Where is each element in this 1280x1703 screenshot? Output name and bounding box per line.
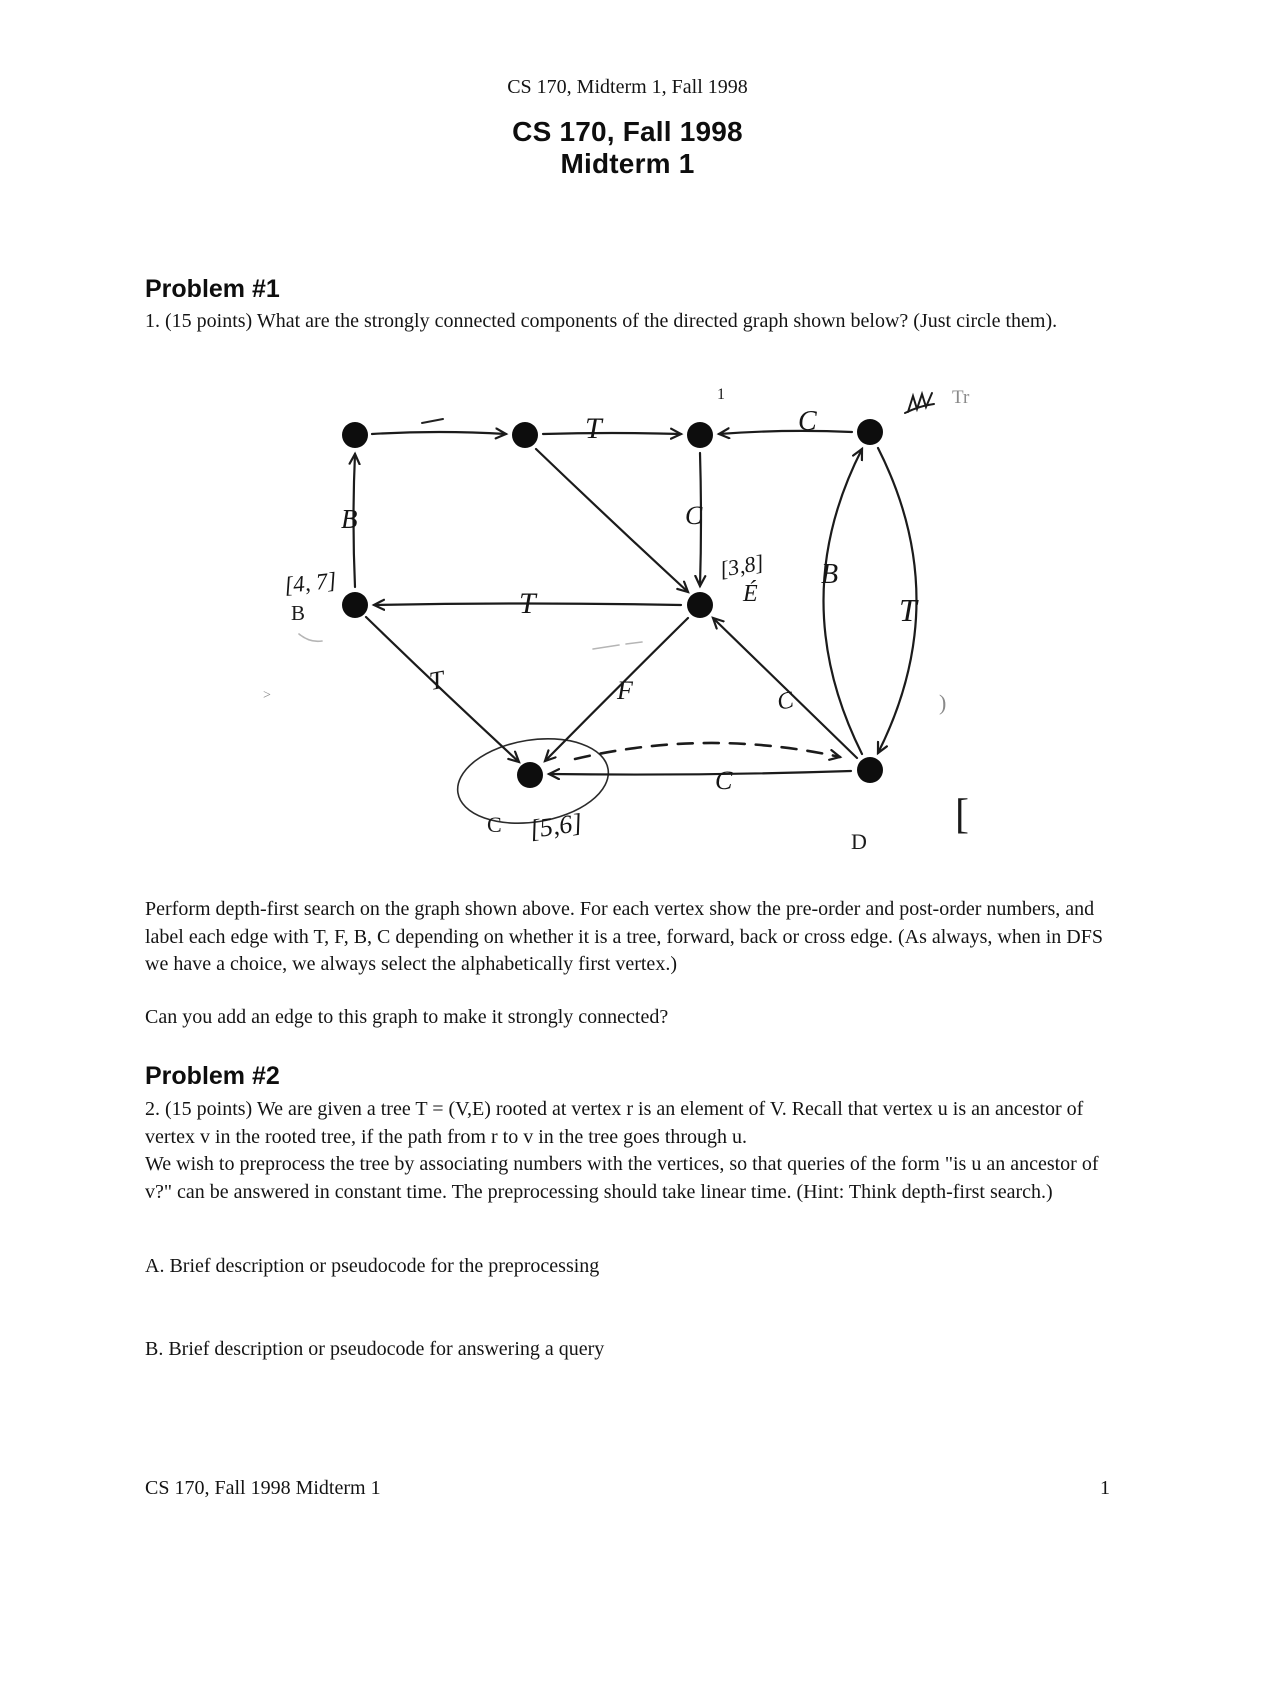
dfs-instructions: Perform depth-first search on the graph shown above. For each vertex show the pre-order and post-order numbers, and label each edge with T, F, B, C depending on whether it is a tree, forward, back or cross edge. (As always, when in DFS we have a choice, we always select the alphabetically first vertex.) — [145, 898, 1103, 976]
stray-mark: Tr — [952, 387, 970, 408]
edge-label: F — [617, 676, 633, 705]
title-line-2: Midterm 1 — [560, 147, 695, 179]
graph-vertex — [512, 422, 538, 448]
vertex-label: É — [743, 581, 758, 607]
graph-vertex — [687, 592, 713, 618]
graph-edge — [719, 431, 852, 434]
vertex-label: D — [851, 829, 867, 854]
document-title — [145, 116, 1110, 180]
vertex-label: C — [487, 812, 502, 837]
footer-title: CS 170, Fall 1998 Midterm 1 — [145, 1477, 381, 1499]
added-edge — [575, 743, 840, 759]
edge-label: T — [519, 587, 536, 620]
faint-eraser-marks — [299, 634, 642, 649]
directed-graph-drawing — [255, 372, 995, 867]
dfs-numbers: [5,6] — [527, 807, 585, 844]
problem-2-heading: Problem #2 — [145, 1062, 280, 1090]
stray-tick — [422, 419, 443, 423]
graph-edge — [536, 449, 688, 592]
edge-label: C — [685, 501, 703, 530]
stray-mark: [ — [955, 792, 969, 838]
stray-mark: ) — [939, 690, 947, 715]
vertex-label: B — [291, 601, 306, 625]
problem-2-preprocess: We wish to preprocess the tree by associating numbers with the vertices, so that queries of the form "is u an ancestor of v?" can be answered in constant time. The preprocessing should take linear time. (Hint: Think depth-first search.) — [145, 1153, 1099, 1203]
edge-label: T — [585, 412, 602, 445]
problem-2-item-a: A. Brief description or pseudocode for the preprocessing — [145, 1255, 600, 1277]
edge-label: B — [821, 559, 839, 590]
graph-vertex — [342, 592, 368, 618]
edge-label: C — [715, 766, 733, 795]
edge-label: T — [899, 592, 917, 628]
running-header: CS 170, Midterm 1, Fall 1998 — [507, 76, 748, 98]
graph-vertex — [857, 419, 883, 445]
followup-question: Can you add an edge to this graph to make it strongly connected? — [145, 1006, 669, 1028]
graph-vertex — [857, 757, 883, 783]
title-line-1: CS 170, Fall 1998 — [512, 116, 743, 147]
graph-vertex — [687, 422, 713, 448]
dfs-numbers: [3,8] — [717, 549, 766, 582]
edge-label: C — [774, 687, 796, 716]
edge-label: B — [341, 504, 358, 534]
graph-vertex — [517, 762, 543, 788]
graph-edge — [372, 432, 506, 434]
graph-vertex — [342, 422, 368, 448]
problem-1-intro: 1. (15 points) What are the strongly connected components of the directed graph shown below? (Just circle them). — [145, 310, 1058, 332]
page-footer — [145, 1477, 1110, 1500]
edge-label: C — [798, 406, 817, 437]
stray-scribble — [905, 393, 934, 413]
graph-figure — [255, 372, 995, 867]
problem-2-body — [145, 1096, 1113, 1206]
problem-2-intro: 2. (15 points) We are given a tree T = (V,E) rooted at vertex r is an element of V. Recall that vertex u is an ancestor of vertex v in the rooted tree, if the path from r to v in the tree goes through u. — [145, 1098, 1084, 1148]
edge-label: T — [427, 664, 447, 696]
page-number: 1 — [1100, 1477, 1110, 1499]
problem-1-heading: Problem #1 — [145, 275, 280, 303]
graph-edge — [824, 449, 863, 754]
stray-mark: > — [263, 688, 271, 703]
graph-edge — [549, 771, 851, 775]
graph-edge — [543, 433, 681, 434]
stray-mark: 1 — [717, 386, 725, 403]
dfs-numbers: [4, 7] — [282, 567, 338, 598]
problem-2-item-b: B. Brief description or pseudocode for answering a query — [145, 1338, 605, 1360]
